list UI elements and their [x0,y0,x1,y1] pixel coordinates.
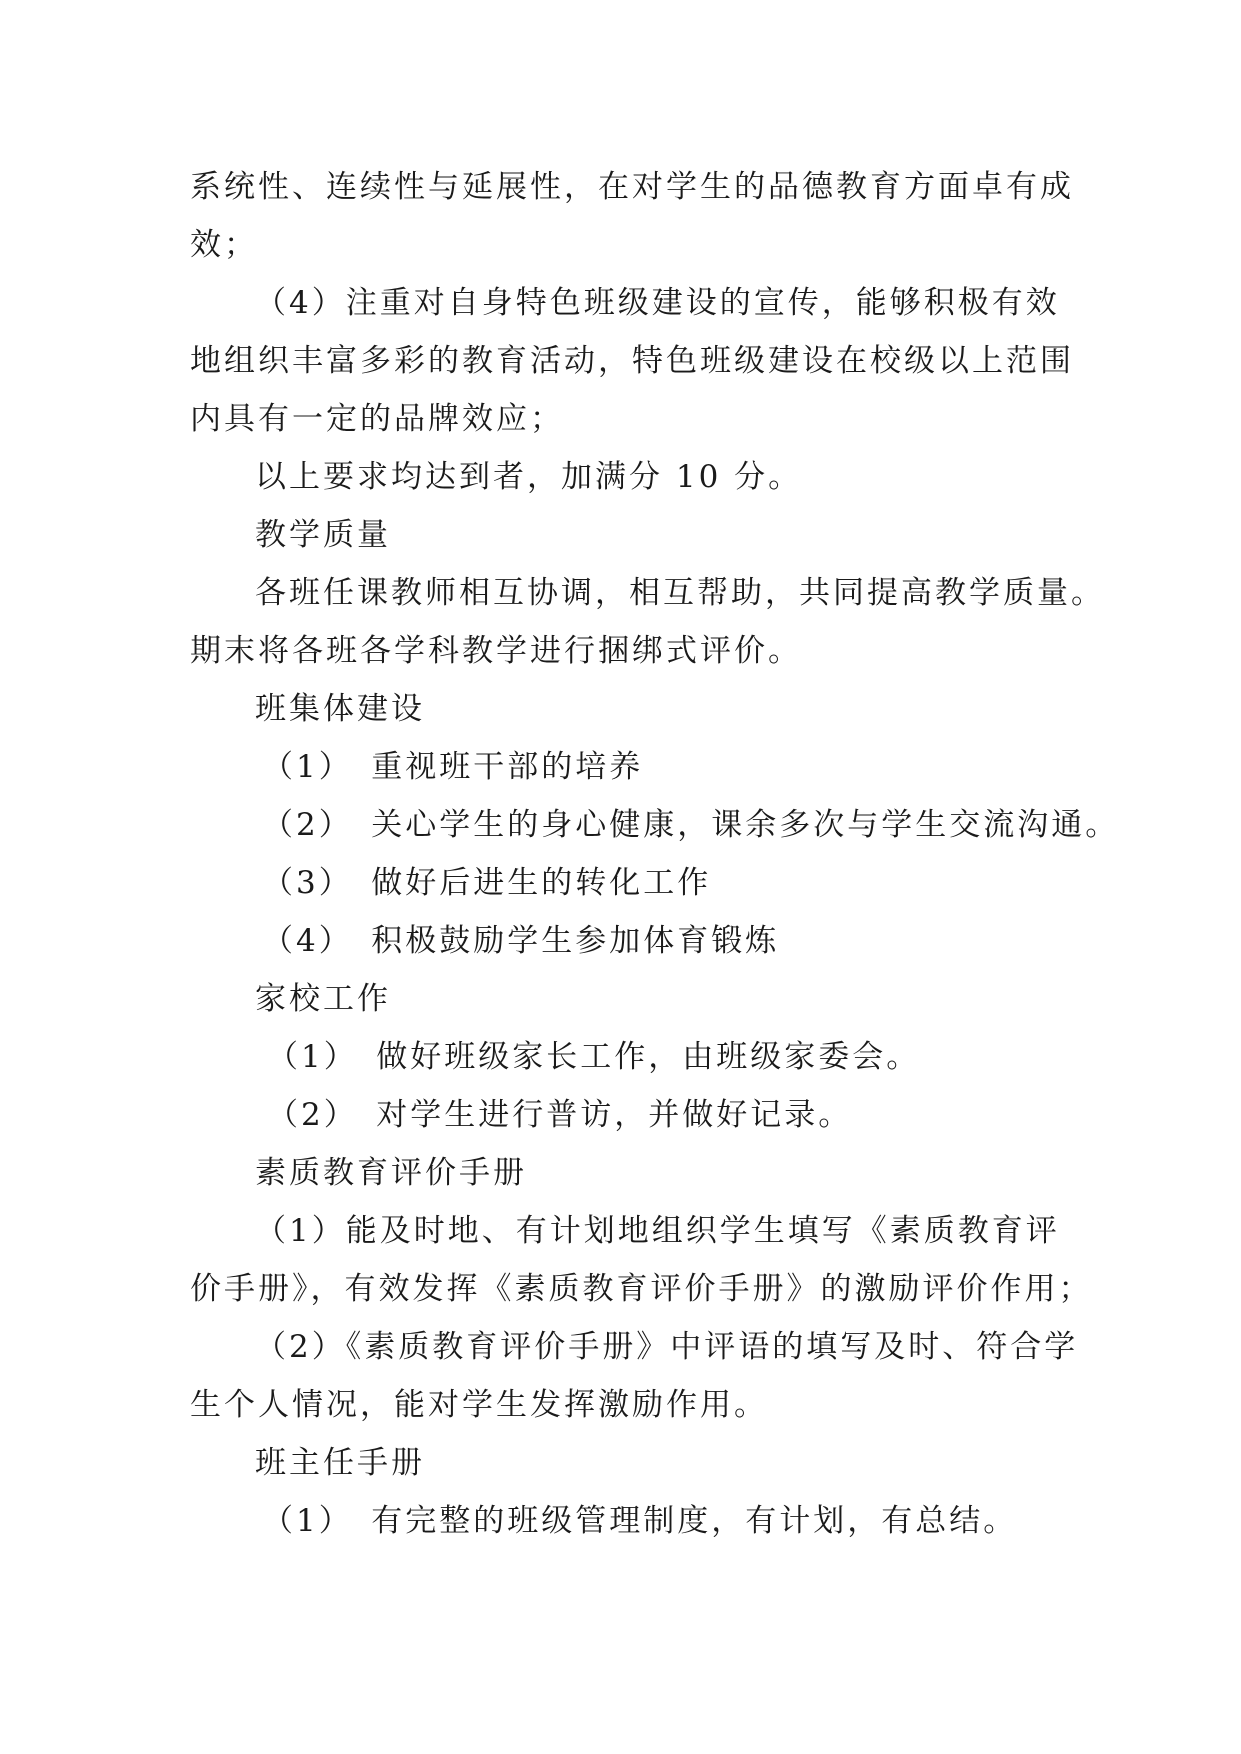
list-item: （1） 做好班级家长工作，由班级家委会。 [267,1039,921,1075]
text-line: （1）能及时地、有计划地组织学生填写《素质教育评 [255,1213,1060,1249]
text-line: 效； [190,227,258,263]
text-line: 以上要求均达到者，加满分 10 分。 [255,459,803,495]
list-item: （2） 关心学生的身心健康，课余多次与学生交流沟通。 [262,807,1120,843]
text-line: 各班任课教师相互协调，相互帮助，共同提高教学质量。 [255,575,1105,611]
section-heading: 班集体建设 [255,691,425,727]
section-heading: 家校工作 [255,981,391,1017]
list-item: （4） 积极鼓励学生参加体育锻炼 [262,923,780,959]
text-line: 价手册》，有效发挥《素质教育评价手册》的激励评价作用； [190,1271,1093,1307]
text-line: 生个人情况，能对学生发挥激励作用。 [190,1387,768,1423]
text-line: 期末将各班各学科教学进行捆绑式评价。 [190,633,802,669]
text-line: 地组织丰富多彩的教育活动，特色班级建设在校级以上范围 [190,343,1074,379]
text-line: （4）注重对自身特色班级建设的宣传，能够积极有效 [255,285,1060,321]
section-heading: 素质教育评价手册 [255,1155,527,1191]
list-item: （1） 重视班干部的培养 [262,749,644,785]
section-heading: 教学质量 [255,517,391,553]
list-item: （1） 有完整的班级管理制度，有计划，有总结。 [262,1503,1018,1539]
section-heading: 班主任手册 [255,1445,425,1481]
text-line: 系统性、连续性与延展性，在对学生的品德教育方面卓有成 [190,169,1074,205]
text-line: 内具有一定的品牌效应； [190,401,564,437]
text-line: （2）《素质教育评价手册》中评语的填写及时、符合学 [255,1329,1079,1365]
list-item: （2） 对学生进行普访，并做好记录。 [267,1097,853,1133]
list-item: （3） 做好后进生的转化工作 [262,865,712,901]
